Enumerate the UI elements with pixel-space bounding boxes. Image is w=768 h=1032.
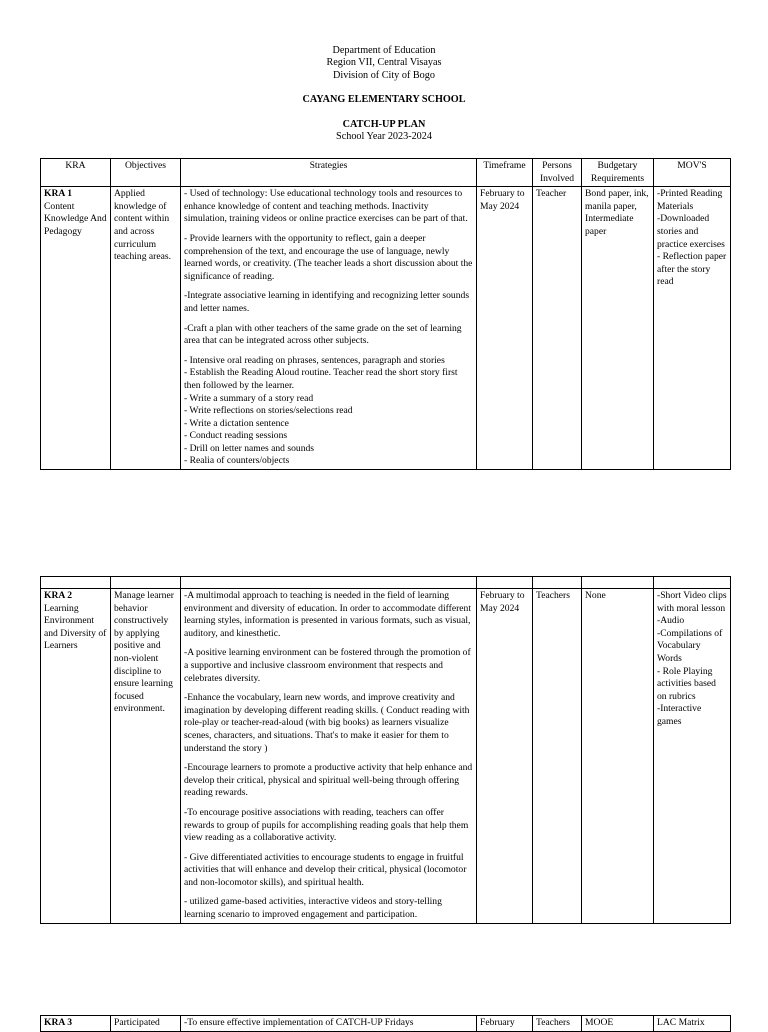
strategy-item: - Intensive oral reading on phrases, sentences, paragraph and stories	[184, 354, 445, 366]
strategy-item: - Realia of counters/objects	[184, 455, 290, 467]
budget-cell: Bond paper, ink, manila paper, Intermediate paper	[582, 187, 654, 470]
movs-cell: LAC Matrix	[654, 1016, 731, 1032]
empty-header-row	[41, 577, 731, 589]
timeframe-cell: February to May 2024	[477, 589, 533, 924]
empty-cell	[533, 577, 582, 589]
empty-cell	[41, 577, 111, 589]
strategy-item: - Drill on letter names and sounds	[184, 442, 315, 454]
empty-cell	[181, 577, 477, 589]
strategy-item: - Give differentiated activities to encourage students to engage in fruitful activities that will enhance and develop their critical, physical (locomotor and non-locomotor skills), and spiritual health.	[184, 851, 467, 888]
kra-cell	[41, 187, 111, 470]
strategy-item: - Used of technology: Use educational technology tools and resources to enhance knowledge of content and teaching methods. Inactivity simulation, training videos or online practice exercises can be part of that.	[184, 188, 468, 225]
kra-name: Content Knowledge And Pedagogy	[44, 200, 107, 237]
mov-item: -Printed Reading Materials	[657, 188, 723, 212]
mov-item: -Audio	[657, 615, 685, 627]
strategy-item: - Establish the Reading Aloud routine. Teacher read the short story first then followed by the learner.	[184, 367, 458, 391]
mov-item: -Interactive games	[657, 703, 702, 727]
empty-cell	[111, 577, 181, 589]
table-row-kra1	[41, 187, 731, 470]
strategy-item: -Encourage learners to promote a productive activity that help enhance and develop their critical, physical and spiritual well-being through offering reading rewards.	[184, 762, 473, 799]
catch-up-plan-table-kra3	[40, 1015, 731, 1032]
budget-cell: None	[582, 589, 654, 924]
strategies-cell: -To ensure effective implementation of CATCH-UP Fridays	[181, 1016, 477, 1032]
objective-cell: Participated	[111, 1016, 181, 1032]
strategy-item: -A multimodal approach to teaching is needed in the field of learning environment and diversity of education. In order to accommodate different learning styles, information is presented in various formats, such as visual, auditory, and kinesthetic.	[184, 590, 472, 639]
persons-cell: Teachers	[533, 1016, 582, 1032]
kra-name: Learning Environment and Diversity of Learners	[44, 602, 107, 652]
objective-cell: Applied knowledge of content within and across curriculum teaching areas.	[111, 187, 181, 470]
empty-cell	[477, 577, 533, 589]
strategy-item: -A positive learning environment can be fostered through the promotion of a supportive and inclusive classroom environment that respects and celebrates diversity.	[184, 647, 471, 684]
strategy-item: - Write reflections on stories/selections read	[184, 405, 353, 417]
kra-id: KRA 1	[44, 188, 72, 200]
strategy-item: - Write a dictation sentence	[184, 417, 289, 429]
movs-cell	[654, 589, 731, 924]
movs-cell	[654, 187, 731, 470]
school-year: School Year 2023-2024	[336, 131, 432, 143]
division-name: Division of City of Bogo	[333, 69, 435, 81]
empty-cell	[582, 577, 654, 589]
document-header	[0, 45, 768, 143]
strategy-item: - Conduct reading sessions	[184, 430, 288, 442]
timeframe-cell: February	[477, 1016, 533, 1032]
mov-item: - Role Playing activities based on rubrics	[657, 665, 716, 702]
mov-item: -Short Video clips with moral lesson	[657, 590, 727, 614]
strategy-item: -To encourage positive associations with reading, teachers can offer rewards to group of pupils for accomplishing reading goals that help them view reading as a collaborative activity.	[184, 806, 469, 844]
strategy-item: -Enhance the vocabulary, learn new words, and improve creativity and imagination by developing different reading skills. ( Conduct reading with role-play or teacher-read-aloud (with big books) as learners visualize scenes, characters, and situations. That's to make it easier for them to understand the story )	[184, 692, 470, 754]
table-header-row	[41, 159, 731, 187]
persons-cell: Teacher	[533, 187, 582, 470]
column-header-objectives: Objectives	[111, 159, 181, 187]
kra-cell	[41, 1016, 111, 1032]
plan-title: CATCH-UP PLAN	[342, 118, 426, 130]
catch-up-plan-table	[40, 158, 731, 470]
school-name: CAYANG ELEMENTARY SCHOOL	[302, 94, 466, 106]
strategy-item: -Craft a plan with other teachers of the same grade on the set of learning area that can be integrated across other subjects.	[184, 322, 462, 347]
strategy-item: -Integrate associative learning in identifying and recognizing letter sounds and letter names.	[184, 290, 470, 314]
empty-cell	[654, 577, 731, 589]
mov-item: - Reflection paper after the story read	[657, 251, 727, 288]
kra-id: KRA 3	[44, 1017, 72, 1028]
strategies-cell	[181, 589, 477, 924]
catch-up-plan-table-continued	[40, 576, 731, 924]
table-row-kra3	[41, 1016, 731, 1032]
table-row-kra2	[41, 589, 731, 924]
department-name: Department of Education	[332, 45, 436, 56]
column-header-movs: MOV'S	[654, 159, 731, 187]
strategy-item: - utilized game-based activities, interactive videos and story-telling learning scenario to improved engagement and participation.	[184, 896, 442, 921]
objective-cell: Manage learner behavior constructively by applying positive and non-violent discipline to ensure learning focused environment.	[111, 589, 181, 924]
timeframe-cell: February to May 2024	[477, 187, 533, 470]
region-name: Region VII, Central Visayas	[326, 57, 442, 69]
column-header-timeframe: Timeframe	[477, 159, 533, 187]
kra-id: KRA 2	[44, 590, 72, 601]
column-header-kra: KRA	[41, 159, 111, 187]
kra-cell	[41, 589, 111, 924]
mov-item: -Compilations of Vocabulary Words	[657, 627, 723, 664]
column-header-strategies: Strategies	[181, 159, 477, 187]
budget-cell: MOOE	[582, 1016, 654, 1032]
column-header-budget: Budgetary Requirements	[582, 159, 654, 187]
strategy-item: - Provide learners with the opportunity to reflect, gain a deeper comprehension of the text, and encourage the use of language, newly learned words, or creativity. (The teacher leads a short discussion about the significance of reading.	[184, 232, 473, 282]
strategies-cell	[181, 187, 477, 470]
persons-cell: Teachers	[533, 589, 582, 924]
mov-item: -Downloaded stories and practice exercises	[657, 213, 725, 250]
column-header-persons: Persons Involved	[533, 159, 582, 187]
strategy-item: - Write a summary of a story read	[184, 392, 314, 404]
